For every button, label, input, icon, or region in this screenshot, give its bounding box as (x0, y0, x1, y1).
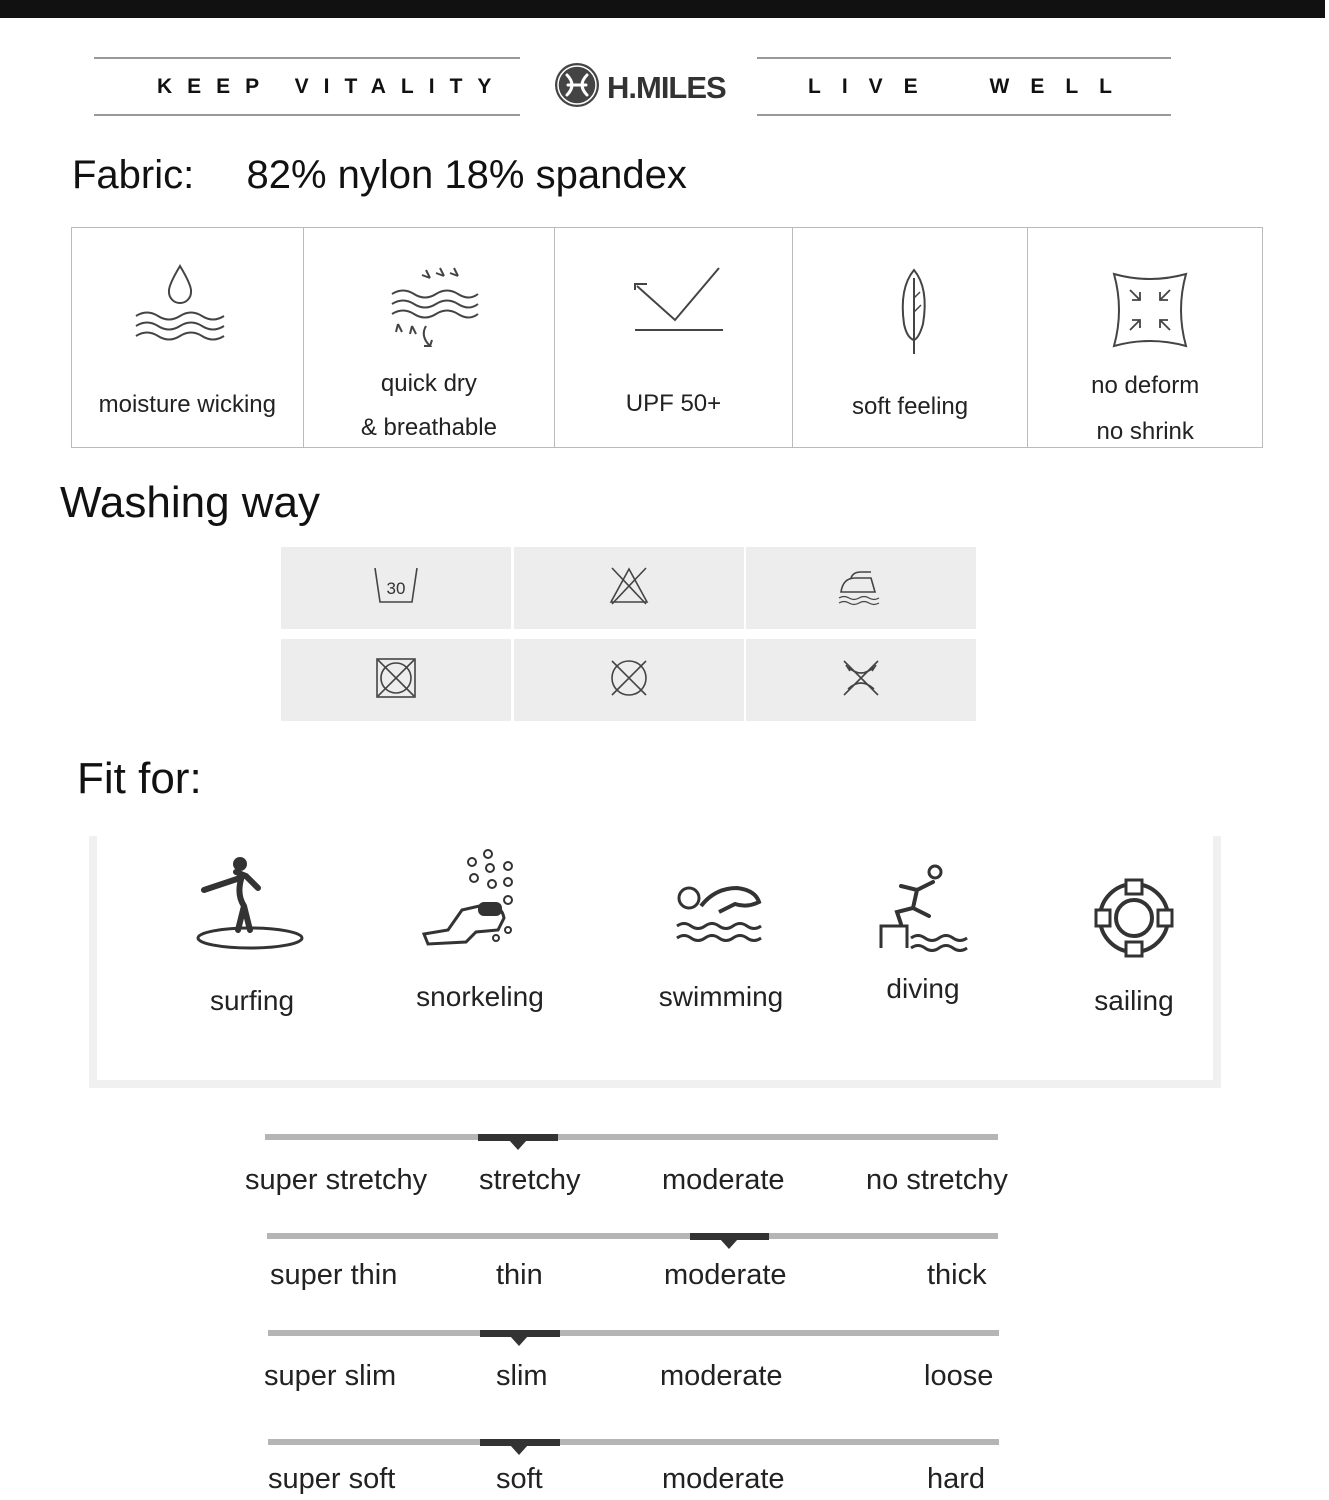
feather-icon (897, 268, 931, 361)
sport-diving (853, 864, 993, 1005)
scale-pointer (720, 1239, 738, 1249)
scale-track (268, 1330, 999, 1336)
feature-soft (793, 228, 1029, 447)
header-rule-left-bottom (94, 114, 520, 116)
scale-label: moderate (664, 1259, 787, 1291)
scale-track (267, 1233, 998, 1239)
iron-cell (746, 547, 976, 629)
feature-quick-dry (304, 228, 556, 447)
sport-label: diving (886, 973, 960, 1004)
no-shrink-icon (1110, 270, 1190, 355)
scale-label: loose (924, 1360, 994, 1392)
scale-track (268, 1439, 999, 1445)
feature-label: no deform (1091, 372, 1200, 399)
brand-name: H.MILES (607, 69, 726, 105)
header-rule-right-bottom (757, 114, 1171, 116)
header-rule-left-top (94, 57, 520, 59)
scale-label: soft (496, 1463, 543, 1495)
scale-label: moderate (662, 1463, 785, 1495)
feature-no-shrink (1028, 228, 1262, 447)
sport-snorkeling (405, 846, 555, 1013)
top-bar (0, 0, 1325, 18)
sport-surfing (177, 854, 327, 1017)
washing-symbols (281, 547, 976, 721)
brand-logo (553, 61, 726, 114)
water-drop-icon (134, 264, 230, 351)
snorkeling-icon (418, 941, 542, 958)
wash-temperature: 30 (386, 578, 406, 598)
fabric-features (71, 227, 1263, 448)
no-bleach-cell (514, 547, 744, 629)
scale-label: super thin (270, 1259, 398, 1291)
scale-label: stretchy (479, 1164, 581, 1196)
scale-label: super slim (264, 1360, 397, 1392)
sailing-icon (1094, 945, 1174, 962)
wash-30-cell (281, 547, 511, 629)
scale-pointer (510, 1445, 528, 1455)
sport-label: snorkeling (416, 981, 544, 1012)
iron-icon (837, 566, 885, 611)
washing-title: Washing way (60, 478, 321, 527)
fabric-label: Fabric: (72, 153, 195, 197)
sport-label: swimming (658, 981, 784, 1012)
sport-label: sailing (1094, 985, 1174, 1016)
feature-label: soft feeling (852, 393, 969, 420)
scale-label: thin (496, 1259, 543, 1291)
scale-label: no stretchy (866, 1164, 1008, 1196)
sport-label: surfing (209, 985, 295, 1016)
surfing-icon (192, 941, 312, 958)
no-tumble-dry-icon (375, 657, 417, 704)
no-dry-clean-icon (608, 657, 650, 704)
wash-30-icon (373, 566, 419, 611)
feature-upf (555, 228, 793, 447)
sport-swimming (641, 882, 801, 1013)
fabric-value: 82% nylon 18% spandex (246, 153, 687, 197)
fit-title: Fit for: (77, 754, 202, 803)
fit-for-panel (89, 836, 1221, 1088)
left-slogan: KEEP VITALITY (157, 75, 507, 98)
no-wring-cell (746, 639, 976, 721)
scale-pointer (509, 1140, 527, 1150)
no-tumble-dry-cell (281, 639, 511, 721)
no-wring-icon (840, 657, 882, 704)
swimming-icon (675, 933, 767, 950)
scale-track (265, 1134, 998, 1140)
checkmark-icon (633, 264, 725, 339)
feature-label: quick dry (380, 370, 477, 397)
scale-label: slim (496, 1360, 548, 1392)
right-slogan: LIVE WELL (808, 75, 1133, 98)
scale-label: super stretchy (245, 1164, 428, 1196)
scale-label: thick (927, 1259, 987, 1291)
feature-label: moisture wicking (98, 391, 276, 418)
scale-pointer (510, 1336, 528, 1346)
feature-label: UPF 50+ (625, 390, 722, 417)
brand-emblem-icon (553, 61, 601, 114)
quick-dry-icon (388, 264, 480, 355)
feature-label-2: & breathable (360, 414, 497, 441)
diving-icon (877, 939, 969, 956)
scale-label: hard (927, 1463, 986, 1495)
fabric-line (72, 153, 687, 198)
no-bleach-icon (608, 566, 650, 611)
header-rule-right-top (757, 57, 1171, 59)
feature-label-2: no shrink (1096, 418, 1194, 445)
sport-sailing (1059, 878, 1209, 1017)
scale-label: moderate (660, 1360, 783, 1392)
scale-label: super soft (268, 1463, 396, 1495)
no-dry-clean-cell (514, 639, 744, 721)
feature-moisture-wicking (72, 228, 304, 447)
scale-label: moderate (662, 1164, 785, 1196)
